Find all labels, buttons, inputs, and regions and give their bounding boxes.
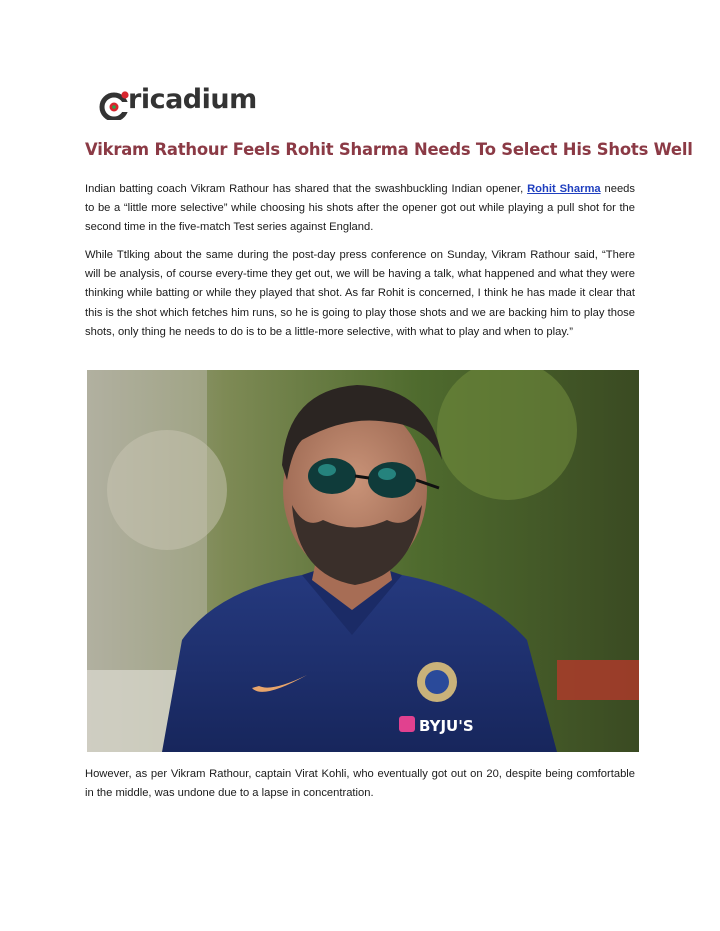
cricadium-logo[interactable] bbox=[98, 82, 257, 122]
paragraph-1-text-before: Indian batting coach Vikram Rathour has shared that the swashbuckling Indian opener, bbox=[85, 183, 528, 195]
article-title: Vikram Rathour Feels Rohit Sharma Needs To Select His Shots Well bbox=[85, 140, 693, 159]
cricket-ball-logo-icon bbox=[98, 90, 132, 120]
photo-illustration bbox=[87, 370, 639, 752]
vikram-rathour-photo bbox=[87, 370, 639, 752]
paragraph-1-text-after: needs to be a “little more selective” while choosing his shots after the opener got out while playing a pull shot for the second time in the five-match Test series against England. bbox=[85, 183, 636, 234]
article-paragraph-1 bbox=[85, 180, 635, 238]
rohit-sharma-link[interactable]: Rohit Sharma bbox=[527, 183, 601, 195]
article-paragraph-3: However, as per Vikram Rathour, captain Virat Kohli, who eventually got out on 20, despite being comfortable in the middle, was undone due to a lapse in concentration. bbox=[85, 768, 635, 800]
article-paragraph-2: While Ttlking about the same during the post-day press conference on Sunday, Vikram Rathour said, “There will be analysis, of course every-time they get out, we will be having a talk, what happened and what they were thinking while batting or while they played that shot. As far Rohit is concerned, I think he has made it clear that this is the shot which fetches him runs, so he is going to play those shots and we are backing him to play those shots, only thing he needs to do is to be a little-more selective, with what to play and when to play.” bbox=[85, 249, 635, 338]
logo-wordmark: ricadium bbox=[128, 84, 257, 115]
jersey-sponsor-text: BYJU'S bbox=[419, 717, 474, 735]
